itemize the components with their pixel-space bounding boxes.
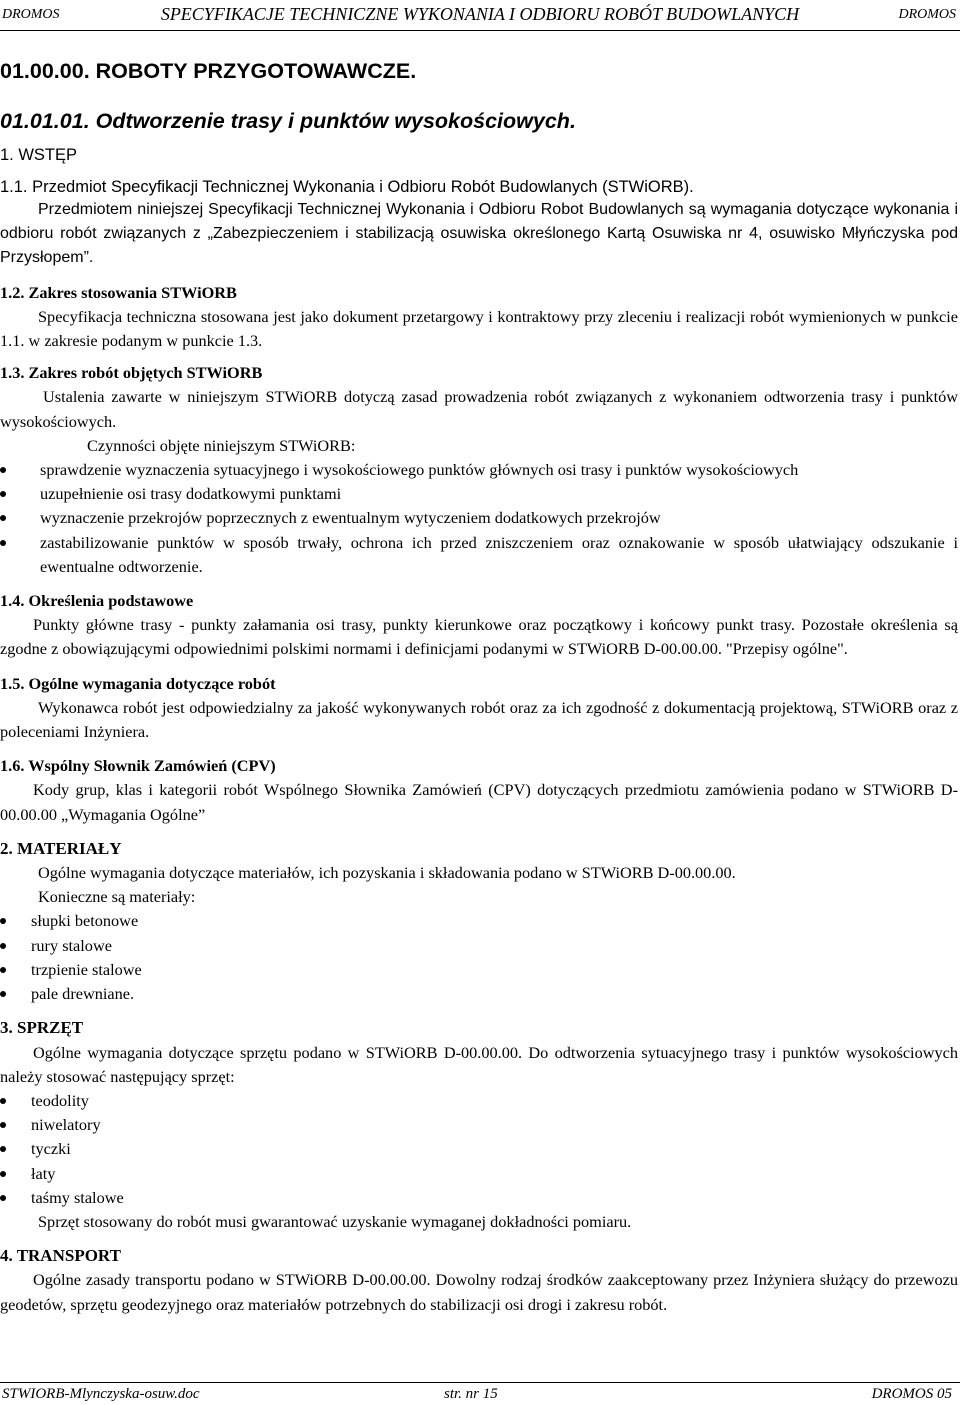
section-1-1-text: Przedmiotem niniejszej Specyfikacji Technicznej Wykonania i Odbioru Robot Budowlanych są wymagania dotyczące wykonania i odbioru robót związanych z „Zabezpieczeniem i stabilizacją osuwiska określonego Kartą Osuwiska nr 4, osuwisko Młyńczyska pod Przysłopem”. bbox=[0, 201, 958, 267]
section-1-3-list bbox=[0, 458, 958, 579]
list-item: zastabilizowanie punktów w sposób trwały, ochrona ich przed zniszczeniem oraz oznakowanie w sposób ułatwiający odszukanie i ewentualne odtworzenie. bbox=[0, 531, 958, 579]
bullet-icon bbox=[0, 943, 6, 949]
list-item: uzupełnienie osi trasy dodatkowymi punktami bbox=[0, 482, 958, 506]
bullet-icon bbox=[0, 1122, 6, 1128]
section-4-text: Ogólne zasady transportu podano w STWiORB D-00.00.00. Dowolny rodzaj środków zaakceptowany przez Inżyniera służący do przewozu geodetów, sprzętu geodezyjnego oraz materiałów potrzebnych do stabilizacji osi drogi i zakresu robót. bbox=[0, 1270, 958, 1314]
section-1-3-heading: 1.3. Zakres robót objętych STWiORB bbox=[0, 363, 263, 383]
bullet-icon bbox=[0, 918, 6, 924]
chapter-title: 01.00.00. ROBOTY PRZYGOTOWAWCZE. bbox=[0, 59, 417, 83]
header-center: SPECYFIKACJE TECHNICZNE WYKONANIA I ODBIORU ROBÓT BUDOWLANYCH bbox=[160, 4, 800, 24]
bullet-icon bbox=[0, 991, 6, 997]
section-1-4-heading: 1.4. Określenia podstawowe bbox=[0, 591, 194, 611]
list-item: niwelatory bbox=[0, 1113, 958, 1137]
section-1-3-text: Ustalenia zawarte w niniejszym STWiORB dotyczą zasad prowadzenia robót związanych z wykonaniem odtworzenia trasy i punktów wysokościowych. bbox=[0, 387, 958, 431]
page-header bbox=[0, 0, 960, 31]
section-3-text: Ogólne wymagania dotyczące sprzętu podano w STWiORB D-00.00.00. Do odtworzenia sytuacyjnego trasy i punktów wysokościowych należy stosować następujący sprzęt: bbox=[0, 1042, 958, 1086]
footer-page-number: str. nr 15 bbox=[444, 1386, 498, 1402]
section-1-5-heading: 1.5. Ogólne wymagania dotyczące robót bbox=[0, 673, 276, 693]
section-2-list bbox=[0, 909, 958, 1006]
list-item: słupki betonowe bbox=[0, 909, 958, 933]
section-1-6-heading: 1.6. Wspólny Słownik Zamówień (CPV) bbox=[0, 756, 276, 776]
section-3-heading: 3. SPRZĘT bbox=[0, 1018, 84, 1038]
list-item: łaty bbox=[0, 1162, 958, 1186]
section-1-heading: 1. WSTĘP bbox=[0, 146, 78, 164]
section-1-2-heading: 1.2. Zakres stosowania STWiORB bbox=[0, 282, 237, 302]
document-body bbox=[0, 44, 958, 1317]
bullet-icon bbox=[0, 967, 6, 973]
section-1-1-heading: 1.1. Przedmiot Specyfikacji Technicznej Wykonania i Odbioru Robót Budowlanych (STWiORB). bbox=[0, 178, 694, 196]
footer-filename: STWIORB-Mlynczyska-osuw.doc bbox=[2, 1386, 200, 1402]
list-item: pale drewniane. bbox=[0, 982, 958, 1006]
list-item: tyczki bbox=[0, 1137, 958, 1161]
section-4-heading: 4. TRANSPORT bbox=[0, 1246, 121, 1266]
section-2-list-intro: Konieczne są materiały: bbox=[38, 887, 196, 907]
section-1-6-text: Kody grup, klas i kategorii robót Wspólnego Słownika Zamówień (CPV) dotyczących przedmiotu zamówienia podano w STWiORB D-00.00.00 „Wymagania Ogólne” bbox=[0, 780, 958, 824]
list-item: rury stalowe bbox=[0, 934, 958, 958]
section-1-5-text: Wykonawca robót jest odpowiedzialny za jakość wykonywanych robót oraz za ich zgodność z dokumentacją projektową, STWiORB oraz z poleceniami Inżyniera. bbox=[0, 697, 958, 742]
bullet-icon bbox=[0, 540, 6, 546]
section-1-4-text: Punkty główne trasy - punkty załamania osi trasy, punkty kierunkowe oraz początkowy i końcowy punkt trasy. Pozostałe określenia są zgodne z obowiązującymi odpowiednimi polskimi normami i definicjami podanymi w STWiORB D-00.00.00. "Przepisy ogólne". bbox=[0, 615, 958, 659]
section-1-2-text: Specyfikacja techniczna stosowana jest jako dokument przetargowy i kontraktowy przy zleceniu i realizacji robót wymienionych w punkcie 1.1. w zakresie podanym w punkcie 1.3. bbox=[0, 306, 958, 351]
list-item: taśmy stalowe bbox=[0, 1186, 958, 1210]
bullet-icon bbox=[0, 1146, 6, 1152]
list-item: sprawdzenie wyznaczenia sytuacyjnego i wysokościowego punktów głównych osi trasy i punktów wysokościowych bbox=[0, 458, 958, 482]
bullet-icon bbox=[0, 491, 6, 497]
section-3-closing: Sprzęt stosowany do robót musi gwarantować uzyskanie wymaganej dokładności pomiaru. bbox=[38, 1211, 632, 1231]
list-item: teodolity bbox=[0, 1089, 958, 1113]
header-left: DROMOS bbox=[2, 7, 60, 22]
bullet-icon bbox=[0, 515, 6, 521]
section-1-3-list-intro: Czynności objęte niniejszym STWiORB: bbox=[87, 435, 356, 455]
section-3-list bbox=[0, 1089, 958, 1210]
bullet-icon bbox=[0, 1098, 6, 1104]
footer-right: DROMOS 05 bbox=[871, 1386, 952, 1402]
page-footer bbox=[0, 1382, 960, 1405]
bullet-icon bbox=[0, 1195, 6, 1201]
bullet-icon bbox=[0, 467, 6, 473]
list-item: wyznaczenie przekrojów poprzecznych z ewentualnym wytyczeniem dodatkowych przekrojów bbox=[0, 506, 958, 530]
section-2-heading: 2. MATERIAŁY bbox=[0, 838, 122, 858]
section-2-text: Ogólne wymagania dotyczące materiałów, ich pozyskania i składowania podano w STWiORB D-00.00.00. bbox=[38, 863, 736, 883]
bullet-icon bbox=[0, 1171, 6, 1177]
spec-title: 01.01.01. Odtworzenie trasy i punktów wysokościowych. bbox=[0, 109, 576, 133]
header-right: DROMOS bbox=[898, 7, 956, 22]
list-item: trzpienie stalowe bbox=[0, 958, 958, 982]
